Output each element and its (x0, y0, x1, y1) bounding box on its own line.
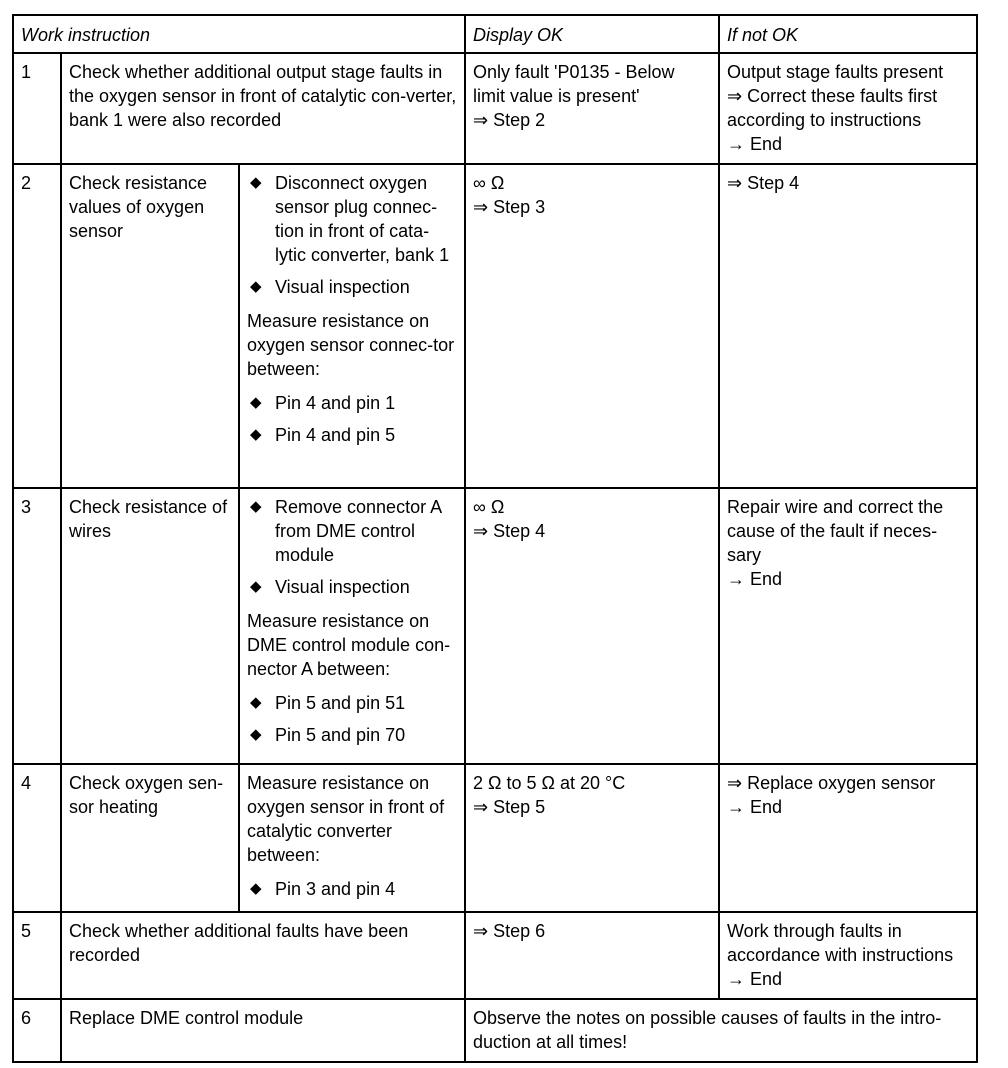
display-ok-cell (465, 53, 719, 164)
measure-text: Measure resistance on DME control module con-nector A between: (247, 611, 451, 679)
if-not-ok-line: ⇒ Correct these faults first according to instructions (727, 86, 938, 130)
diamond-bullet-icon: ◆ (250, 694, 262, 711)
display-ok-cell (465, 912, 719, 999)
pin-item: ◆ Pin 5 and pin 51 (250, 693, 406, 713)
pin-item: ◆ Pin 5 and pin 70 (250, 725, 406, 745)
if-not-ok-line: → End (727, 797, 783, 817)
action-item: ◆ Disconnect oxygen sensor plug connec-tion in front of cata-lytic converter, bank 1 (250, 173, 450, 265)
action-cell (239, 164, 465, 488)
if-not-ok-cell (719, 164, 977, 488)
instruction-text: Check whether additional faults have been recorded (61, 912, 465, 999)
display-ok-line: ⇒ Step 2 (473, 110, 546, 130)
action-list (247, 171, 457, 299)
instruction-text: Check resistance values of oxygen sensor (61, 164, 239, 488)
table-row (13, 999, 977, 1062)
if-not-ok-cell (719, 53, 977, 164)
action-cell (239, 488, 465, 764)
display-ok-line: Only fault 'P0135 - Below limit value is present' (473, 62, 675, 106)
diamond-bullet-icon: ◆ (250, 278, 262, 295)
work-instruction-table (12, 14, 978, 1063)
if-not-ok-line: → End (727, 969, 783, 989)
diamond-bullet-icon: ◆ (250, 426, 262, 443)
header-display-ok: Display OK (465, 15, 719, 53)
action-item: ◆ Visual inspection (250, 277, 410, 297)
display-ok-line: ⇒ Step 4 (473, 521, 546, 541)
header-if-not-ok: If not OK (719, 15, 977, 53)
if-not-ok-cell (719, 912, 977, 999)
diamond-bullet-icon: ◆ (250, 394, 262, 411)
instruction-text: Check resistance of wires (61, 488, 239, 764)
display-ok-line: ⇒ Step 3 (473, 197, 546, 217)
step-number: 3 (13, 488, 61, 764)
display-ok-line: ⇒ Step 5 (473, 797, 546, 817)
instruction-text: Check oxygen sen-sor heating (61, 764, 239, 912)
note-cell: Observe the notes on possible causes of faults in the intro-duction at all times! (465, 999, 977, 1062)
instruction-text: Check whether additional output stage faults in the oxygen sensor in front of catalytic con-verter, bank 1 were also recorded (61, 53, 465, 164)
display-ok-cell (465, 764, 719, 912)
pin-item: ◆ Pin 3 and pin 4 (250, 879, 396, 899)
pin-item: ◆ Pin 4 and pin 1 (250, 393, 396, 413)
table-row (13, 912, 977, 999)
diamond-bullet-icon: ◆ (250, 174, 262, 191)
action-list (247, 495, 457, 599)
if-not-ok-line: → End (727, 134, 783, 154)
if-not-ok-line: → End (727, 569, 783, 589)
if-not-ok-line: ⇒ Step 4 (727, 173, 800, 193)
display-ok-line: ∞ Ω (473, 497, 505, 517)
action-cell (239, 764, 465, 912)
if-not-ok-line: ⇒ Replace oxygen sensor (727, 773, 936, 793)
pin-list (247, 391, 457, 447)
pin-list (247, 877, 457, 901)
table-row (13, 764, 977, 912)
action-item: ◆ Remove connector A from DME control module (250, 497, 442, 565)
measure-text: Measure resistance on oxygen sensor connec-tor between: (247, 311, 455, 379)
pin-list (247, 691, 457, 747)
table-row (13, 53, 977, 164)
diamond-bullet-icon: ◆ (250, 726, 262, 743)
step-number: 5 (13, 912, 61, 999)
diamond-bullet-icon: ◆ (250, 578, 262, 595)
measure-text: Measure resistance on oxygen sensor in front of catalytic converter between: (247, 773, 445, 865)
display-ok-cell (465, 164, 719, 488)
action-item: ◆ Visual inspection (250, 577, 410, 597)
table-row (13, 488, 977, 764)
if-not-ok-cell (719, 488, 977, 764)
step-number: 2 (13, 164, 61, 488)
header-work-instruction: Work instruction (13, 15, 465, 53)
if-not-ok-line: Repair wire and correct the cause of the fault if neces-sary (727, 497, 944, 565)
diamond-bullet-icon: ◆ (250, 498, 262, 515)
display-ok-line: ∞ Ω (473, 173, 505, 193)
instruction-text: Replace DME control module (61, 999, 465, 1062)
display-ok-line: ⇒ Step 6 (473, 921, 546, 941)
step-number: 6 (13, 999, 61, 1062)
display-ok-line: 2 Ω to 5 Ω at 20 °C (473, 773, 626, 793)
if-not-ok-line: Work through faults in accordance with instructions (727, 921, 954, 965)
if-not-ok-cell (719, 764, 977, 912)
pin-item: ◆ Pin 4 and pin 5 (250, 425, 396, 445)
step-number: 4 (13, 764, 61, 912)
table-row (13, 164, 977, 488)
diamond-bullet-icon: ◆ (250, 880, 262, 897)
display-ok-cell (465, 488, 719, 764)
step-number: 1 (13, 53, 61, 164)
if-not-ok-line: Output stage faults present (727, 62, 944, 82)
table-header-row (13, 15, 977, 53)
